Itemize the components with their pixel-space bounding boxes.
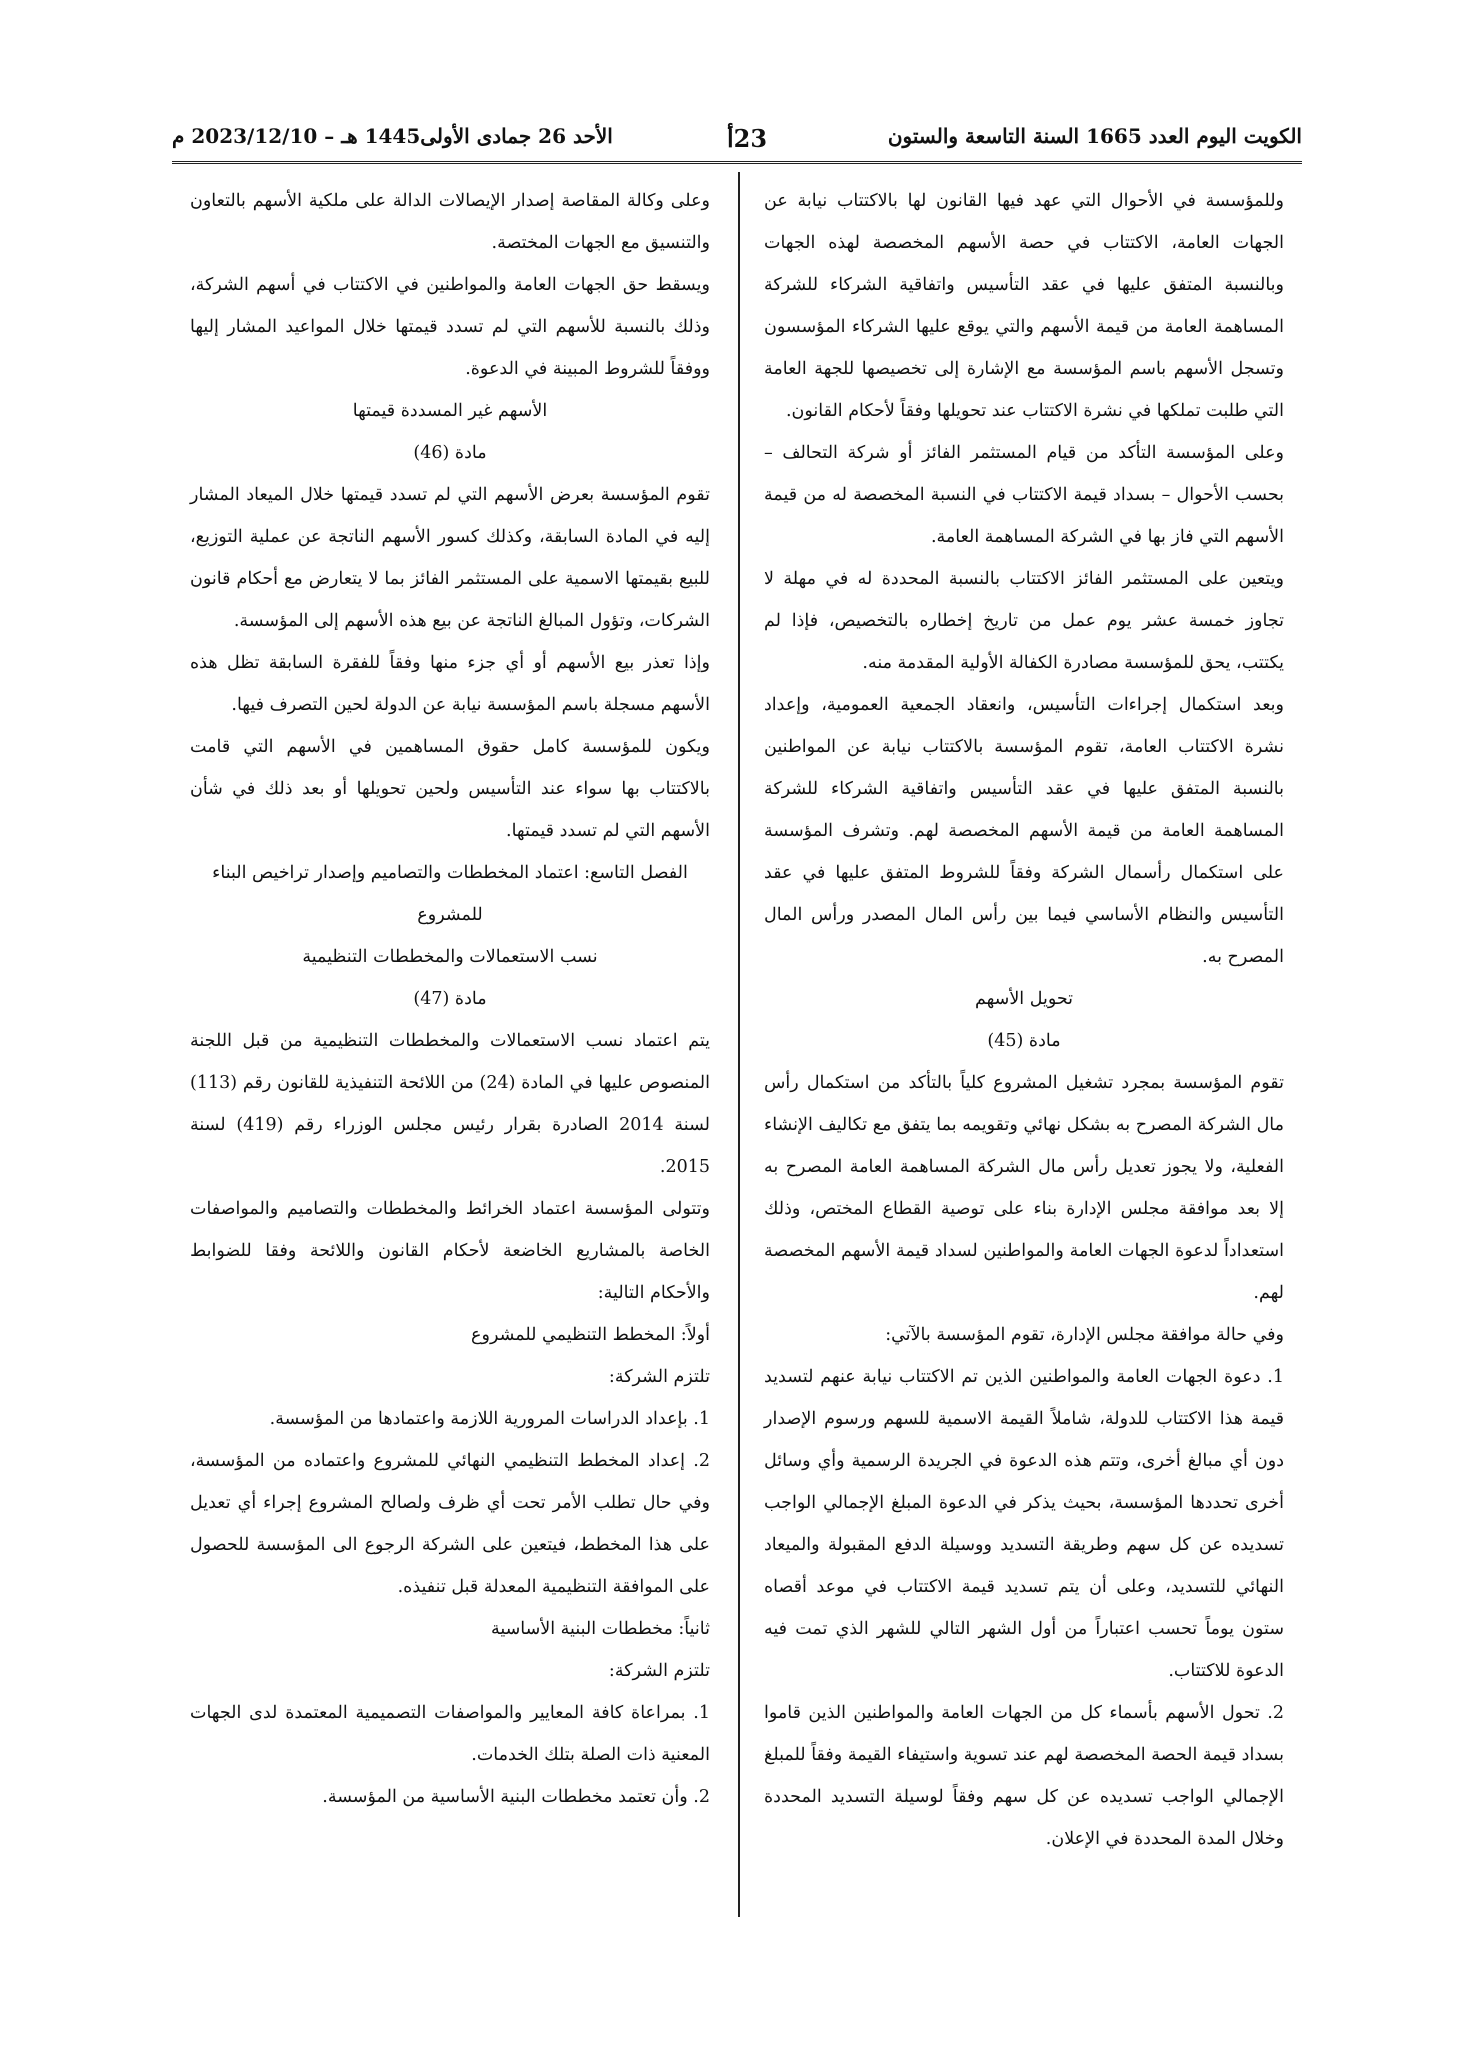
section-heading: الأسهم غير المسددة قيمتها: [352, 401, 548, 421]
article-heading: مادة (47): [413, 989, 487, 1009]
list-item: 2. إعداد المخطط التنظيمي النهائي للمشروع واعتماده من المؤسسة، وفي حال تطلب الأمر تحت أي ظرف ولصالح المشروع إجراء أي تعديل على هذا المخطط، فيتعين على الشركة الرجوع الى المؤسسة للحصول على الموافقة التنظيمية المعدلة قبل تنفيذه.: [190, 1451, 710, 1597]
header-rule: [172, 161, 1302, 164]
paragraph: ويتعين على المستثمر الفائز الاكتتاب بالنسبة المحددة له في مهلة لا تجاوز خمسة عشر يوم عمل من تاريخ إخطاره بالتخصيص، فإذا لم يكتتب، يحق للمؤسسة مصادرة الكفالة الأولية المقدمة منه.: [764, 569, 1284, 673]
article-heading: مادة (45): [987, 1031, 1061, 1051]
paragraph: تلتزم الشركة:: [608, 1367, 710, 1387]
subheading: ثانياً: مخططات البنية الأساسية: [490, 1619, 710, 1639]
paragraph: يتم اعتماد نسب الاستعمالات والمخططات التنظيمية من قبل اللجنة المنصوص عليها في المادة (24) من اللائحة التنفيذية للقانون رقم (113) لسنة 2014 الصادرة بقرار رئيس مجلس الوزراء رقم (419) لسنة 2015.: [190, 1031, 711, 1177]
page-number: 23أ: [726, 124, 768, 153]
paragraph: وتتولى المؤسسة اعتماد الخرائط والمخططات والتصاميم والمواصفات الخاصة بالمشاريع الخاضعة لأحكام القانون واللائحة وفقا للضوابط والأحكام التالية:: [190, 1199, 710, 1303]
paragraph: وعلى وكالة المقاصة إصدار الإيصالات الدالة على ملكية الأسهم بالتعاون والتنسيق مع الجهات المختصة.: [190, 191, 710, 253]
paragraph: وبعد استكمال إجراءات التأسيس، وانعقاد الجمعية العمومية، وإعداد نشرة الاكتتاب العامة، تقوم المؤسسة بالاكتتاب نيابة عن المواطنين بالنسبة المتفق عليها في عقد التأسيس واتفاقية الشركاء للشركة المساهمة العامة من قيمة الأسهم المخصصة لهم. وتشرف المؤسسة على استكمال رأسمال الشركة وفقاً للشروط المتفق عليها في عقد التأسيس والنظام الأساسي فيما بين رأس المال المصدر ورأس المال المصرح به.: [764, 695, 1284, 967]
article-heading: مادة (46): [413, 443, 487, 463]
section-heading: تحويل الأسهم: [974, 989, 1074, 1009]
chapter-heading: الفصل التاسع: اعتماد المخططات والتصاميم وإصدار تراخيص البناء للمشروع: [212, 863, 688, 925]
page-header: [172, 118, 1302, 164]
paragraph: وللمؤسسة في الأحوال التي عهد فيها القانون لها بالاكتتاب نيابة عن الجهات العامة، الاكتتاب في حصة الأسهم المخصصة لهذه الجهات وبالنسبة المتفق عليها في عقد التأسيس واتفاقية الشركاء للشركة المساهمة العامة من قيمة الأسهم والتي يوقع عليها الشركاء المؤسسون وتسجل الأسهم باسم المؤسسة مع الإشارة إلى تخصيصها للجهة العامة التي طلبت تملكها في نشرة الاكتتاب عند تحويلها وفقاً لأحكام القانون.: [764, 191, 1284, 421]
paragraph: ويكون للمؤسسة كامل حقوق المساهمين في الأسهم التي قامت بالاكتتاب بها سواء عند التأسيس ولحين تحويلها أو بعد ذلك في شأن الأسهم التي لم تسدد قيمتها.: [190, 737, 710, 841]
issue-date: الأحد 26 جمادى الأولى1445 هـ – 2023/12/10 م: [172, 124, 613, 148]
subheading: أولاً: المخطط التنظيمي للمشروع: [471, 1325, 710, 1345]
list-item: 2. تحول الأسهم بأسماء كل من الجهات العامة والمواطنين الذين قاموا بسداد قيمة الحصة المخصصة لهم عند تسوية واستيفاء القيمة وفقاً للمبلغ الإجمالي الواجب تسديده عن كل سهم وفقاً لوسيلة التسديد المحددة وخلال المدة المحددة في الإعلان.: [764, 1703, 1284, 1849]
list-item: 1. بمراعاة كافة المعايير والمواصفات التصميمية المعتمدة لدى الجهات المعنية ذات الصلة بتلك الخدمات.: [190, 1703, 710, 1765]
left-column: [190, 180, 710, 1818]
right-column: [764, 180, 1284, 1860]
list-item: 2. وأن تعتمد مخططات البنية الأساسية من المؤسسة.: [322, 1787, 710, 1807]
issue-info: الكويت اليوم العدد 1665 السنة التاسعة والستون: [887, 124, 1302, 148]
paragraph: وعلى المؤسسة التأكد من قيام المستثمر الفائز أو شركة التحالف – بحسب الأحوال – بسداد قيمة الاكتتاب في النسبة المخصصة له من قيمة الأسهم التي فاز بها في الشركة المساهمة العامة.: [764, 443, 1284, 547]
paragraph: تقوم المؤسسة بمجرد تشغيل المشروع كلياً بالتأكد من استكمال رأس مال الشركة المصرح به بشكل نهائي وتقويمه بما يتفق مع تكاليف الإنشاء الفعلية، ولا يجوز تعديل رأس مال الشركة المساهمة العامة المصرح به إلا بعد موافقة مجلس الإدارة بناء على توصية القطاع المختص، وذلك استعداداً لدعوة الجهات العامة والمواطنين لسداد قيمة الأسهم المخصصة لهم.: [764, 1073, 1284, 1303]
column-divider: [738, 172, 740, 1917]
list-item: 1. بإعداد الدراسات المرورية اللازمة واعتمادها من المؤسسة.: [269, 1409, 710, 1429]
section-heading: نسب الاستعمالات والمخططات التنظيمية: [302, 947, 598, 967]
list-item: 1. دعوة الجهات العامة والمواطنين الذين تم الاكتتاب نيابة عنهم لتسديد قيمة هذا الاكتتاب للدولة، شاملاً القيمة الاسمية للسهم ورسوم الإصدار دون أي مبالغ أخرى، وتتم هذه الدعوة في الجريدة الرسمية وأي وسائل أخرى تحددها المؤسسة، بحيث يذكر في الدعوة المبلغ الإجمالي الواجب تسديده عن كل سهم وطريقة التسديد ووسيلة الدفع المقبولة والميعاد النهائي للتسديد، وعلى أن يتم تسديد قيمة الاكتتاب في موعد أقصاه ستون يوماً تحسب اعتباراً من أول الشهر التالي للشهر الذي تمت فيه الدعوة للاكتتاب.: [764, 1367, 1284, 1681]
paragraph: وإذا تعذر بيع الأسهم أو أي جزء منها وفقاً للفقرة السابقة تظل هذه الأسهم مسجلة باسم المؤسسة نيابة عن الدولة لحين التصرف فيها.: [190, 653, 710, 715]
paragraph: وفي حالة موافقة مجلس الإدارة، تقوم المؤسسة بالآتي:: [885, 1325, 1284, 1345]
paragraph: تلتزم الشركة:: [608, 1661, 710, 1681]
paragraph: ويسقط حق الجهات العامة والمواطنين في الاكتتاب في أسهم الشركة، وذلك بالنسبة للأسهم التي لم تسدد قيمتها خلال المواعيد المشار إليها ووفقاً للشروط المبينة في الدعوة.: [190, 275, 710, 379]
paragraph: تقوم المؤسسة بعرض الأسهم التي لم تسدد قيمتها خلال الميعاد المشار إليه في المادة السابقة، وكذلك كسور الأسهم الناتجة عن عملية التوزيع، للبيع بقيمتها الاسمية على المستثمر الفائز بما لا يتعارض مع أحكام قانون الشركات، وتؤول المبالغ الناتجة عن بيع هذه الأسهم إلى المؤسسة.: [190, 485, 710, 631]
